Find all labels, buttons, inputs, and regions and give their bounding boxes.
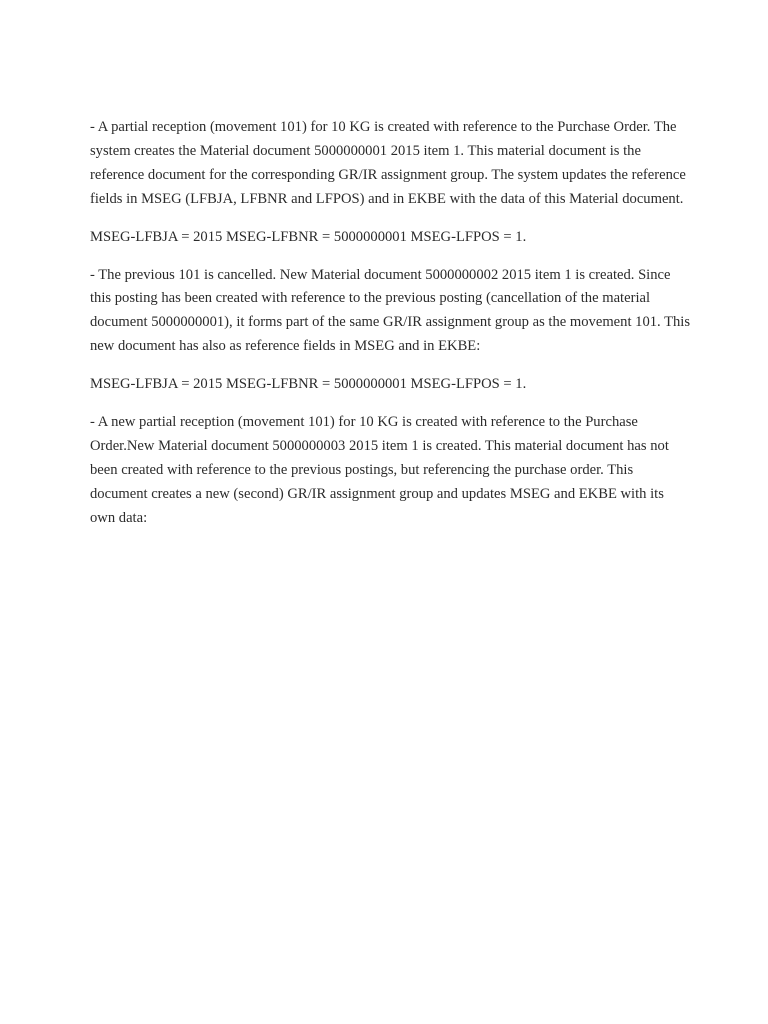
document-body bbox=[90, 116, 690, 545]
paragraph-reference-fields-1: MSEG-LFBJA = 2015 MSEG-LFBNR = 5000000001 MSEG-LFPOS = 1. bbox=[90, 228, 527, 245]
paragraph-new-reception: - A new partial reception (movement 101) for 10 KG is created with reference to the Purchase Order.New Material document 5000000003 2015 item 1 is created. This material document has not been created with reference to the previous postings, but referencing the purchase order. This document creates a new (second) GR/IR assignment group and updates MSEG and EKBE with its own data: bbox=[90, 414, 669, 526]
paragraph-reference-fields-2: MSEG-LFBJA = 2015 MSEG-LFBNR = 5000000001 MSEG-LFPOS = 1. bbox=[90, 376, 527, 393]
paragraph-cancellation: - The previous 101 is cancelled. New Material document 5000000002 2015 item 1 is created. Since this posting has been created with reference to the previous posting (cancellation of the material document 5000000001), it forms part of the same GR/IR assignment group as the movement 101. This new document has also as reference fields in MSEG and in EKBE: bbox=[90, 266, 691, 355]
paragraph-first-reception: - A partial reception (movement 101) for 10 KG is created with reference to the Purchase Order. The system creates the Material document 5000000001 2015 item 1. This material document is the reference document for the corresponding GR/IR assignment group. The system updates the reference fields in MSEG (LFBJA, LFBNR and LFPOS) and in EKBE with the data of this Material document. bbox=[90, 119, 686, 207]
